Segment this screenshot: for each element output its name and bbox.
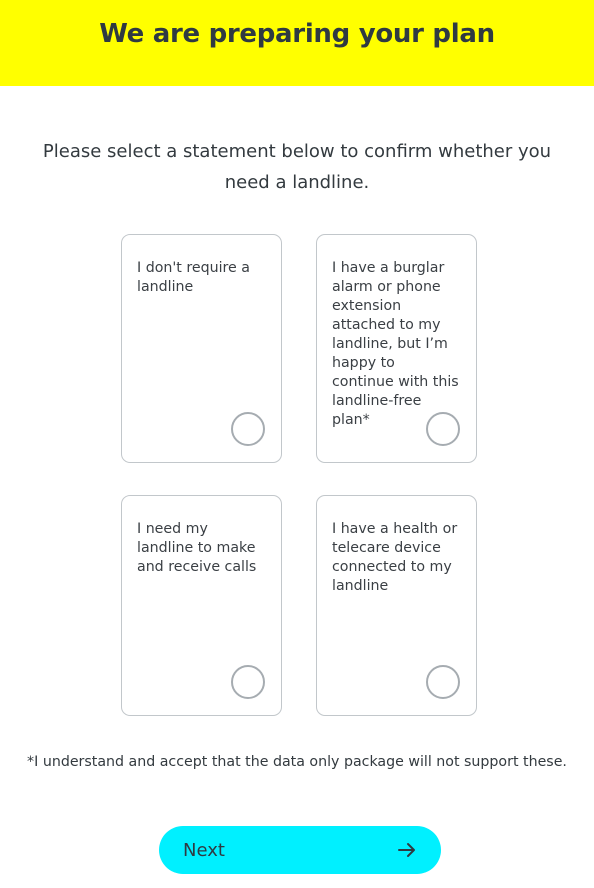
option-radio[interactable] bbox=[231, 412, 265, 446]
option-card-alarm-extension[interactable] bbox=[316, 234, 477, 463]
option-radio[interactable] bbox=[426, 412, 460, 446]
option-label: I don't require a landline bbox=[137, 260, 250, 295]
option-label: I have a health or telecare device connected to my landline bbox=[332, 521, 458, 594]
page-header bbox=[0, 0, 594, 86]
option-radio[interactable] bbox=[426, 665, 460, 699]
footnote: *I understand and accept that the data only package will not support these. bbox=[27, 754, 567, 770]
option-card-need-landline[interactable] bbox=[121, 495, 282, 716]
option-label: I need my landline to make and receive calls bbox=[137, 521, 257, 575]
option-radio[interactable] bbox=[231, 665, 265, 699]
page-title: We are preparing your plan bbox=[99, 19, 495, 49]
next-button-label: Next bbox=[183, 839, 225, 861]
option-label: I have a burglar alarm or phone extension attached to my landline, but I’m happy to continue with this landline-free plan* bbox=[332, 260, 459, 428]
arrow-right-icon bbox=[397, 840, 417, 860]
instructions-text: Please select a statement below to confirm whether you need a landline. bbox=[42, 141, 552, 193]
option-card-telecare-device[interactable] bbox=[316, 495, 477, 716]
option-card-no-landline[interactable] bbox=[121, 234, 282, 463]
next-button[interactable] bbox=[159, 826, 441, 874]
